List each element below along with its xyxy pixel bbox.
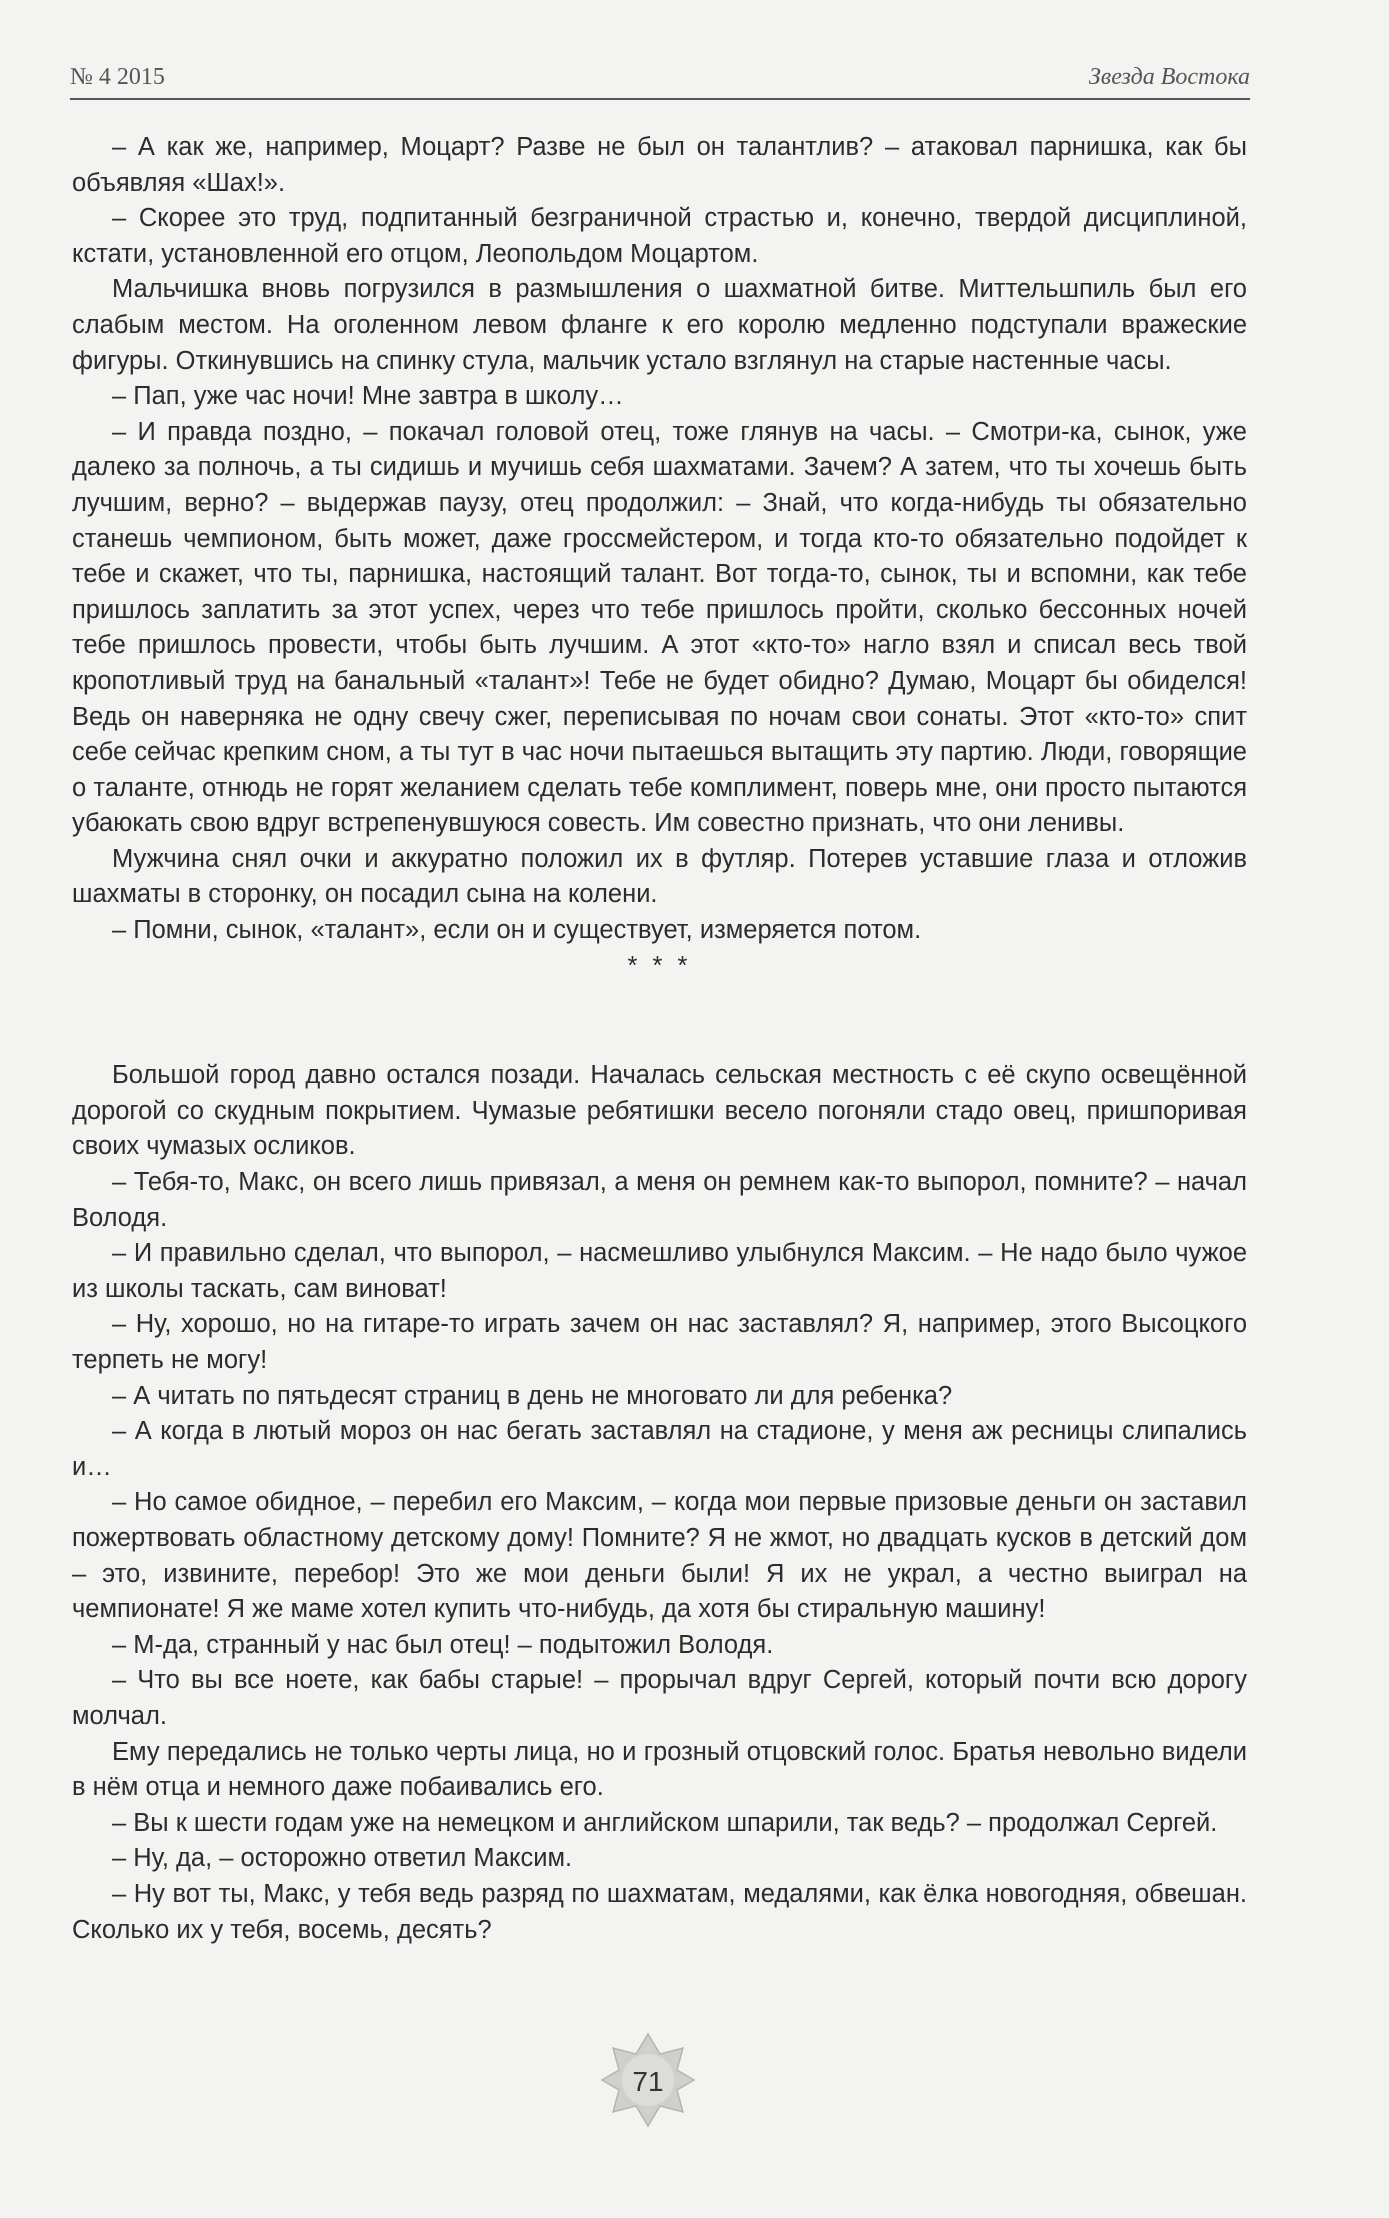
paragraph: – А читать по пятьдесят страниц в день не многовато ли для ребенка? <box>112 1381 953 1410</box>
paragraph: – Ну, да, – осторожно ответил Максим. <box>112 1844 573 1873</box>
journal-title: Звезда Востока <box>1088 64 1250 90</box>
section-separator: * * * <box>627 951 692 980</box>
paragraph: – Помни, сынок, «талант», если он и существует, измеряется потом. <box>112 916 922 945</box>
paragraph: – А как же, например, Моцарт? Разве не был он талантлив? – атаковал парнишка, как бы объявляя «Шах!». <box>72 133 1247 197</box>
paragraph: – Тебя-то, Макс, он всего лишь привязал, а меня он ремнем как-то выпорол, помните? – начал Володя. <box>72 1168 1247 1232</box>
paragraph: – Скорее это труд, подпитанный безграничной страстью и, конечно, твердой дисциплиной, кстати, установленной его отцом, Леопольдом Моцартом. <box>72 204 1247 268</box>
paragraph: – Ну, хорошо, но на гитаре-то играть зачем он нас заставлял? Я, например, этого Высоцкого терпеть не могу! <box>72 1310 1247 1374</box>
article-body <box>72 130 1247 1948</box>
paragraph: – И правда поздно, – покачал головой отец, тоже глянув на часы. – Смотри-ка, сынок, уже далеко за полночь, а ты сидишь и мучишь себя шахматами. Зачем? А затем, что ты хочешь быть лучшим, верно? – выдержав паузу, отец продолжил: – Знай, что когда-нибудь ты обязательно станешь чемпионом, быть может, даже гроссмейстером, и тогда кто-то обязательно подойдет к тебе и скажет, что ты, парнишка, настоящий талант. Вот тогда-то, сынок, ты и вспомни, как тебе пришлось заплатить за этот успех, через что тебе пришлось пройти, сколько бессонных ночей тебе пришлось провести, чтобы быть лучшим. А этот «кто-то» нагло взял и списал весь твой кропотливый труд на банальный «талант»! Тебе не будет обидно? Думаю, Моцарт бы обиделся! Ведь он наверняка не одну свечу сжег, переписывая по ночам свои сонаты. Этот «кто-то» спит себе сейчас крепким сном, а ты тут в час ночи пытаешься вытащить эту партию. Люди, говорящие о таланте, отнюдь не горят желанием сделать тебе комплимент, поверь мне, они просто пытаются убаюкать свою вдруг встрепенувшуюся совесть. Им совестно признать, что они ленивы. <box>72 417 1247 838</box>
paragraph: Мужчина снял очки и аккуратно положил их в футляр. Потерев уставшие глаза и отложив шахматы в сторонку, он посадил сына на колени. <box>72 844 1247 909</box>
paragraph: – Ну вот ты, Макс, у тебя ведь разряд по шахматам, медалями, как ёлка новогодняя, обвешан. Сколько их у тебя, восемь, десять? <box>72 1879 1247 1944</box>
page-number-badge <box>598 2030 698 2130</box>
paragraph: Ему передались не только черты лица, но и грозный отцовский голос. Братья невольно видели в нём отца и немного даже побаивались его. <box>72 1737 1247 1802</box>
section-gap <box>72 984 1247 1058</box>
paragraph: Большой город давно остался позади. Началась сельская местность с её скупо освещённой дорогой со скудным покрытием. Чумазые ребятишки весело погоняли стадо овец, пришпоривая своих чумазых осликов. <box>72 1061 1247 1161</box>
paragraph: – Но самое обидное, – перебил его Максим, – когда мои первые призовые деньги он заставил пожертвовать областному детскому дому! Помните? Я не жмот, но двадцать кусков в детский дом – это, извините, перебор! Это же мои деньги были! Я их не украл, а честно выиграл на чемпионате! Я же маме хотел купить что-нибудь, да хотя бы стиральную машину! <box>72 1488 1247 1624</box>
paragraph: – И правильно сделал, что выпорол, – насмешливо улыбнулся Максим. – Не надо было чужое из школы таскать, сам виноват! <box>72 1239 1247 1303</box>
paragraph: – А когда в лютый мороз он нас бегать заставлял на стадионе, у меня аж ресницы слипались и… <box>72 1417 1247 1481</box>
paragraph: – Пап, уже час ночи! Мне завтра в школу… <box>112 382 624 411</box>
running-header <box>70 58 1250 100</box>
paragraph: – Что вы все ноете, как бабы старые! – прорычал вдруг Сергей, который почти всю дорогу молчал. <box>72 1666 1247 1730</box>
paragraph: Мальчишка вновь погрузился в размышления о шахматной битве. Миттельшпиль был его слабым местом. На оголенном левом фланге к его королю медленно подступали вражеские фигуры. Откинувшись на спинку стула, мальчик устало взглянул на старые настенные часы. <box>72 275 1247 375</box>
issue-label: № 4 2015 <box>70 64 165 90</box>
paragraph: – Вы к шести годам уже на немецком и английском шпарили, так ведь? – продолжал Сергей. <box>112 1808 1218 1837</box>
page-number: 71 <box>632 2066 664 2097</box>
paragraph: – М-да, странный у нас был отец! – подытожил Володя. <box>112 1630 774 1659</box>
